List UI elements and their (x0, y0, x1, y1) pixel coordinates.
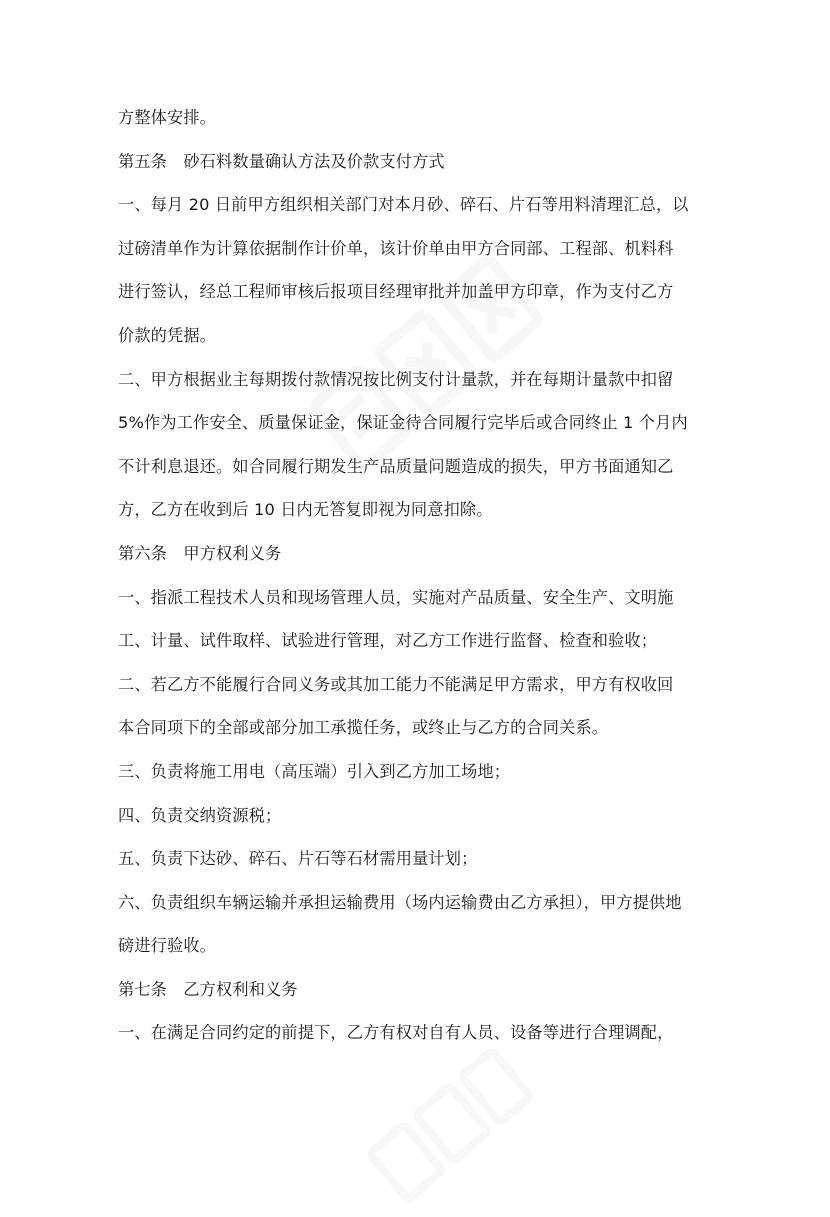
paragraph-line: 五、负责下达砂、碎石、片石等石材需用量计划； (118, 849, 478, 869)
paragraph-line: 价款的凭据。 (118, 325, 217, 345)
paragraph-line: 方，乙方在收到后 10 日内无答复即视为同意扣除。 (118, 500, 493, 520)
paragraph-line: 二、若乙方不能履行合同义务或其加工能力不能满足甲方需求，甲方有权收回 (118, 674, 674, 694)
paragraph-line: 一、在满足合同约定的前提下，乙方有权对自有人员、设备等进行合理调配， (118, 1023, 674, 1043)
document-body (118, 106, 718, 1065)
paragraph-line: 六、负责组织车辆运输并承担运输费用（场内运输费由乙方承担），甲方提供地 (118, 892, 682, 912)
paragraph-line: 不计利息退还。如合同履行期发生产品质量问题造成的损失，甲方书面通知乙 (118, 456, 674, 476)
paragraph-line: 一、指派工程技术人员和现场管理人员，实施对产品质量、安全生产、文明施 (118, 587, 674, 607)
paragraph-line: 过磅清单作为计算依据制作计价单，该计价单由甲方合同部、工程部、机料科 (118, 238, 674, 258)
paragraph-line: 本合同项下的全部或部分加工承揽任务，或终止与乙方的合同关系。 (118, 718, 609, 738)
paragraph-line: 二、甲方根据业主每期拨付款情况按比例支付计量款，并在每期计量款中扣留 (118, 369, 674, 389)
paragraph-line: 进行签认，经总工程师审核后报项目经理审批并加盖甲方印章，作为支付乙方 (118, 282, 674, 302)
paragraph-line: 工、计量、试件取样、试验进行管理，对乙方工作进行监督、检查和验收； (118, 631, 658, 651)
article-heading: 第七条 乙方权利和义务 (118, 979, 298, 999)
paragraph-line: 一、每月 20 日前甲方组织相关部门对本月砂、碎石、片石等用料清理汇总，以 (118, 195, 689, 215)
paragraph-line: 四、负责交纳资源税； (118, 805, 282, 825)
paragraph-line: 三、负责将施工用电（高压端）引入到乙方加工场地； (118, 761, 511, 781)
article-heading: 第六条 甲方权利义务 (118, 543, 282, 563)
paragraph-line: 5%作为工作安全、质量保证金，保证金待合同履行完毕后或合同终止 1 个月内 (118, 413, 688, 433)
paragraph-line: 磅进行验收。 (118, 936, 217, 956)
article-heading: 第五条 砂石料数量确认方法及价款支付方式 (118, 151, 445, 171)
paragraph-line: 方整体安排。 (118, 108, 217, 127)
